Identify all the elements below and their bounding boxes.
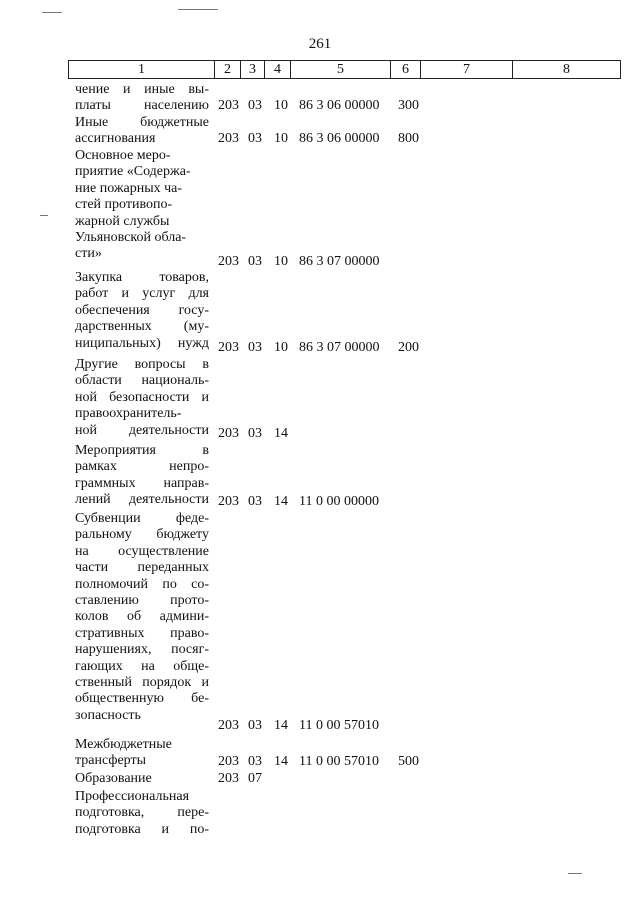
description-line: подготовка и по- [75, 821, 209, 837]
code-section: 03 [248, 426, 262, 441]
code-target: 86 3 07 00000 [299, 340, 380, 355]
column-header: 2 [215, 61, 241, 79]
description-line: приятие «Содержа- [75, 164, 191, 180]
description-line: колов об админи- [75, 609, 209, 625]
description-line: ниципальных) нужд [75, 335, 209, 351]
description-line: общественную бе- [75, 691, 209, 707]
code-subsection: 10 [274, 98, 288, 113]
description-line: лений деятельности [75, 492, 209, 508]
description-line: стей противопо- [75, 197, 173, 213]
code-target: 11 0 00 57010 [299, 718, 379, 733]
description-line: ассигнования [75, 131, 156, 147]
description-line: ние пожарных ча- [75, 180, 183, 196]
code-subsection: 10 [274, 340, 288, 355]
description-line: зопасность [75, 707, 141, 723]
description-line: Мероприятия в [75, 443, 209, 458]
column-header: 7 [421, 61, 513, 79]
column-header: 4 [265, 61, 291, 79]
page-number: 261 [308, 36, 332, 52]
code-admin: 203 [218, 426, 239, 441]
description-line: ной безопасности и [75, 389, 209, 405]
row-description [75, 270, 209, 352]
description-line: части переданных [75, 560, 209, 576]
column-header: 5 [291, 61, 391, 79]
description-line: Профессиональная [75, 789, 190, 804]
code-target: 86 3 07 00000 [299, 254, 380, 269]
description-line: трансферты [75, 753, 147, 769]
code-expense-type: 800 [398, 131, 419, 146]
description-line: ральному бюджету [75, 527, 209, 543]
description-line: чение и иные вы- [75, 82, 209, 97]
row-description [75, 443, 209, 509]
code-section: 03 [248, 340, 262, 355]
row-description [75, 357, 209, 439]
scan-mark [568, 873, 582, 874]
code-admin: 203 [218, 254, 239, 269]
column-header: 6 [391, 61, 421, 79]
description-line: на осуществление [75, 543, 209, 559]
code-target: 11 0 00 00000 [299, 494, 379, 509]
description-line: Основное меро- [75, 148, 171, 163]
description-line: сти» [75, 246, 102, 262]
description-line: платы населению [75, 98, 209, 114]
description-line: Субвенции феде- [75, 511, 209, 526]
row-description [75, 789, 209, 838]
code-subsection: 14 [274, 754, 288, 769]
row-description [75, 148, 209, 263]
row-description [75, 82, 209, 115]
code-section: 07 [248, 771, 262, 786]
description-line: Другие вопросы в [75, 357, 209, 372]
code-admin: 203 [218, 771, 239, 786]
description-line: ставлению прото- [75, 593, 209, 609]
description-line: области националь- [75, 373, 209, 389]
code-target: 86 3 06 00000 [299, 131, 380, 146]
code-admin: 203 [218, 494, 239, 509]
scan-mark [178, 9, 218, 10]
description-line: ственный порядок и [75, 675, 209, 691]
column-header-row [69, 61, 621, 79]
row-description [75, 115, 209, 148]
column-header: 3 [241, 61, 265, 79]
scan-mark [40, 215, 48, 216]
description-line: дарственных (му- [75, 319, 209, 335]
row-description [75, 737, 209, 770]
code-section: 03 [248, 98, 262, 113]
description-line: Иные бюджетные [75, 115, 209, 130]
scan-mark [42, 12, 62, 13]
description-line: полномочий по со- [75, 576, 209, 592]
code-expense-type: 500 [398, 754, 419, 769]
column-header: 1 [69, 61, 215, 79]
code-section: 03 [248, 254, 262, 269]
row-description [75, 511, 209, 724]
description-line: граммных направ- [75, 475, 209, 491]
description-line: жарной службы [75, 213, 170, 229]
description-line: обеспечения госу- [75, 302, 209, 318]
description-line: Закупка товаров, [75, 270, 209, 285]
code-admin: 203 [218, 131, 239, 146]
code-admin: 203 [218, 754, 239, 769]
description-line: Межбюджетные [75, 737, 172, 752]
description-line: правоохранитель- [75, 406, 182, 422]
column-header: 8 [513, 61, 621, 79]
description-line: Ульяновской обла- [75, 230, 187, 246]
description-line: ной деятельности [75, 422, 209, 438]
description-line: гающих на обще- [75, 658, 209, 674]
code-admin: 203 [218, 98, 239, 113]
column-header-table [68, 60, 621, 79]
code-section: 03 [248, 494, 262, 509]
code-subsection: 14 [274, 426, 288, 441]
description-line: подготовка, пере- [75, 805, 209, 821]
description-line: Образование [75, 771, 152, 786]
code-admin: 203 [218, 340, 239, 355]
code-section: 03 [248, 131, 262, 146]
code-subsection: 10 [274, 131, 288, 146]
description-line: работ и услуг для [75, 286, 209, 302]
description-line: рамках непро- [75, 459, 209, 475]
code-subsection: 14 [274, 494, 288, 509]
code-subsection: 10 [274, 254, 288, 269]
code-section: 03 [248, 718, 262, 733]
code-expense-type: 200 [398, 340, 419, 355]
code-target: 11 0 00 57010 [299, 754, 379, 769]
row-description [75, 771, 209, 787]
code-expense-type: 300 [398, 98, 419, 113]
code-section: 03 [248, 754, 262, 769]
description-line: стративных право- [75, 625, 209, 641]
code-subsection: 14 [274, 718, 288, 733]
code-target: 86 3 06 00000 [299, 98, 380, 113]
description-line: нарушениях, посяг- [75, 642, 209, 658]
code-admin: 203 [218, 718, 239, 733]
